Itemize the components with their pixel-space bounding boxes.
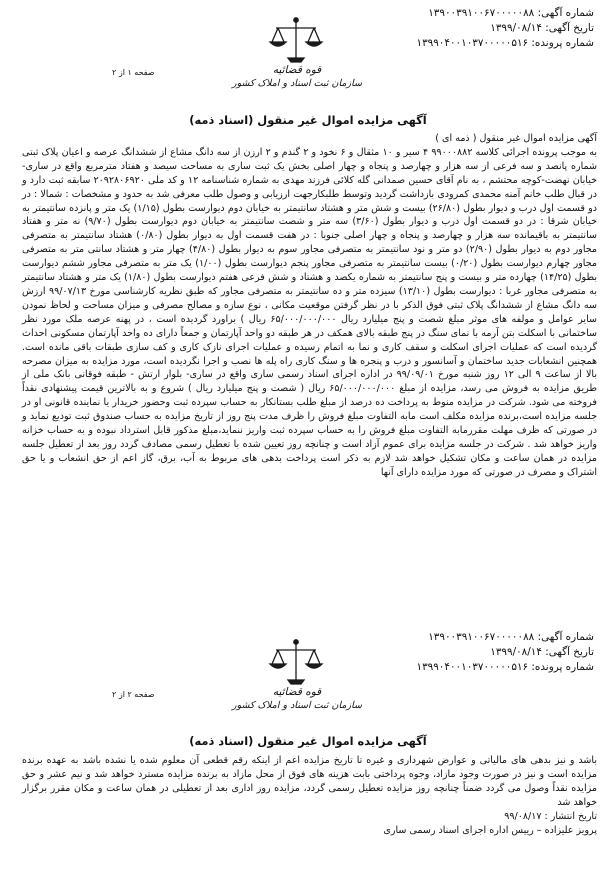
notice-intro: آگهی مزایده اموال غیر منقول ( ذمه ای ) [435, 133, 597, 144]
ad-date: تاریخ آگهی: ۱۳۹۹/۰۸/۱۴ [490, 646, 594, 658]
notice-title: آگهی مزایده اموال غیر منقول (اسناد ذمه) [189, 734, 427, 748]
ad-number: شماره آگهی: ۱۳۹۰۰۳۹۱۰۰۶۷۰۰۰۰۰۸۸ [428, 7, 594, 19]
org-line-1: قوه قضائیه [272, 64, 322, 76]
ad-meta [416, 6, 594, 51]
judiciary-emblem-icon [266, 636, 326, 688]
organization-name [212, 686, 382, 712]
notice-body [22, 132, 597, 480]
notice-title: آگهی مزایده اموال غیر منقول (اسناد ذمه) [189, 113, 427, 127]
ad-number: شماره آگهی: ۱۳۹۰۰۳۹۱۰۰۶۷۰۰۰۰۰۸۸ [428, 631, 594, 643]
case-number: شماره پرونده: ۱۳۹۹۰۴۰۰۱۰۳۷۰۰۰۰۰۵۱۶ [416, 661, 594, 673]
publish-date: تاریخ انتشار : ۹۹/۰۸/۱۷ [504, 810, 597, 822]
organization-name [212, 64, 382, 90]
notice-text: به موجب پرونده اجرائی کلاسه ۹۹۰۰۰۸۸۲ ۴ سیر و ۱۰ مثقال و ۶ نخود و ۲ گندم و ۲ ارزن از سه دانگ مشاع از ششدانگ عرصه و اعیان پلاک ثبتی شماره پانصد و سه فرعی از سه هزار و چهارصد و پنجاه و چهار اصلی بخش یک ثبت ساری به مساحت سیصد و هفتاد مترمربع واقع در ساری-خیابان نهضت-کوچه محتشم ، به نام آقای حسین صمدانی گله کلائی فرزند مهدی به شماره شناسنامه ۱۲ و کد ملی ۲۰۹۲۸۰۶۹۲۰ سابقه ثبت دارد و در قبال طلب خانم آمنه محمدی کمرودی بازداشت گردید وتوسط طلبکارجهت ارزیابی و وصول طلب معرفی شد به حدود و مشخصات : شمالا : در دو قسمت اول درب و دیوار بطول (۲۶/۸۰) بیست و شش متر و هشتاد سانتیمتر به خیابان دوم دیوارست بطول (۱/۱۵) یک متر و پانزده سانتیمتر به خیابان شرقا : در دو قسمت اول درب و دیوار بطول (۳/۶۰) سه متر و شصت سانتیمتر به خیابان دوم دیوارست بطول (۹/۷۰) نه متر و هفتاد سانتیمتر به باقیمانده سه هزار و چهارصد و پنجاه و چهار اصلی جنوبا : در هفت قسمت اول به دیوار بطول (۰/۸۰) هشتاد سانتیمتر به متصرفی مجاور دوم به دیوار بطول (۲/۹۰) دو متر و نود سانتیمتر به متصرفی مجاور سوم به دیوار بطول (۴/۸۰) چهار متر و هشتاد سانتی متر به متصرفی مجاور چهارم دیوارست بطول (۰/۲۰) بیست سانتیمتر به متصرفی مجاور پنجم دیوارست بطول (۱/۰۰) یک متر به متصرفی مجاور ششم دیوارست بطول (۱۴/۲۵) چهارده متر و بیست و پنج سانتیمتر به شماره یکصد و هشتاد و شش فرعی هفتم دیوارست بطول (۱/۸۰) یک متر و هشتاد سانتیمتر به متصرفی مجاور غربا : دیوارست بطول (۱۳/۱۰) سیزده متر و ده سانتیمتر به متصرفی مجاور که طبق نظریه کارشناسی مورخ ۹۹/۰۷/۱۳ ارزش سه دانگ مشاع از ششدانگ پلاک ثبتی فوق الذکر با در نظر گرفتن موقعیت مکانی ، نوع سازه و مصالح مصرفی و میزان مساحت و لحاظ نمودن سایر عوامل و مولفه های موثر مبلغ شصت و پنج میلیارد ریال ۶۵/۰۰۰/۰۰۰/۰۰۰ ریال ) براورد گردیده است ، در پهنه عرصه ملک مورد نظر ساختمانی با اسکلت بتن آرمه با نمای سنگ در پنج طبقه بالای همکف در هر طبقه دو واحد آپارتمان و جمعاً دارای ده واحد آپارتمان مسکونی احداث گردیده است که عملیات اجرای اسکلت و سقف کاری و نما به اتمام رسیده و عملیات اجرای نازک کاری و کف سازی طبقات باقی مانده است. همچنین انشعابات جدید ساختمان و آسانسور و درب و پنجره ها و سنگ کاری راه پله ها نصب و اجرا نگردیده است، مورد مزایده به میزان مصرحه بالا از ساعت ۹ الی ۱۲ روز شنبه مورخ ۹۹/۰۹/۰۱ در اداره اجرای اسناد رسمی ساری واقع در ساری- بلوار ارتش - طبقه فوقانی بانک ملی از طریق مزایده به فروش می رسد، مزایده از مبلغ ۶۵/۰۰۰/۰۰۰/۰۰۰ ریال ( شصت و پنج میلیارد ریال ) شروع و به بالاترین قیمت پیشنهادی نقداً فروخته می شود. شرکت در مزایده منوط به پرداخت ده درصد از مبلغ طلب بستانکار به حساب سپرده ثبت وحضور خریدار یا نماینده قانونی او در جلسه مزایده است،برنده مزایده مکلف است مابه التفاوت مبلغ فروش را ظرف مدت پنج روز از تاریخ مزایده به حساب صندوق ثبت تودیع نماید و در صورتی که ظرف مهلت مقررمابه التفاوت مبلغ فروش را به حساب سپرده ثبت واریز ننماید،مبلغ مذکور قابل استرداد نبوده و به حساب خزانه واریز خواهد شد . شرکت در جلسه مزایده برای عموم آزاد است و چنانچه روز تعیین شده با تعطیل رسمی مصادف گردد روز بعد از تعطیل جلسه مزایده در همان ساعت و مکان تشکیل خواهد شد لازم به ذکر است پرداخت بدهی های مربوط به آب، برق، گاز اعم از حق انشعاب و یا حق اشتراک و مصرف در صورتی که مورد مزایده دارای آنها [22, 146, 598, 478]
notice-text: باشد و نیز بدهی های مالیاتی و عوارض شهرداری و غیره تا تاریخ مزایده اعم از اینکه رقم قطعی آن معلوم شده یا نشده باشد به عهده برنده مزایده است و نیز در صورت وجود مازاد، وجوه پرداختی بابت هزینه های فوق از محل مازاد به برنده مزایده مسترد خواهد شد و نیم عشر و حق مزایده نقداً وصول می گردد ضمناً چنانچه روز مزایده تعطیل رسمی گردد، مزایده روز اداری بعد از تعطیلی در همان ساعت و مکان مقرر برگزار خواهد شد [22, 755, 597, 808]
page-label: صفحه ۱ از ۲ [112, 68, 155, 77]
org-line-1: قوه قضائیه [272, 686, 322, 698]
document-page-2 [0, 626, 616, 884]
notice-body-continued [22, 754, 597, 837]
page-label: صفحه ۲ از ۲ [112, 690, 155, 699]
ad-meta-2 [416, 630, 594, 675]
case-number: شماره پرونده: ۱۳۹۹۰۴۰۰۱۰۳۷۰۰۰۰۰۵۱۶ [416, 37, 594, 49]
signature: پرویز علیزاده – رییس اداره اجرای اسناد رسمی ساری [383, 824, 597, 836]
judiciary-emblem-icon [266, 14, 326, 66]
org-line-2: سازمان ثبت اسناد و املاک کشور [232, 700, 362, 711]
org-line-2: سازمان ثبت اسناد و املاک کشور [232, 78, 362, 89]
ad-date: تاریخ آگهی: ۱۳۹۹/۰۸/۱۴ [490, 22, 594, 34]
